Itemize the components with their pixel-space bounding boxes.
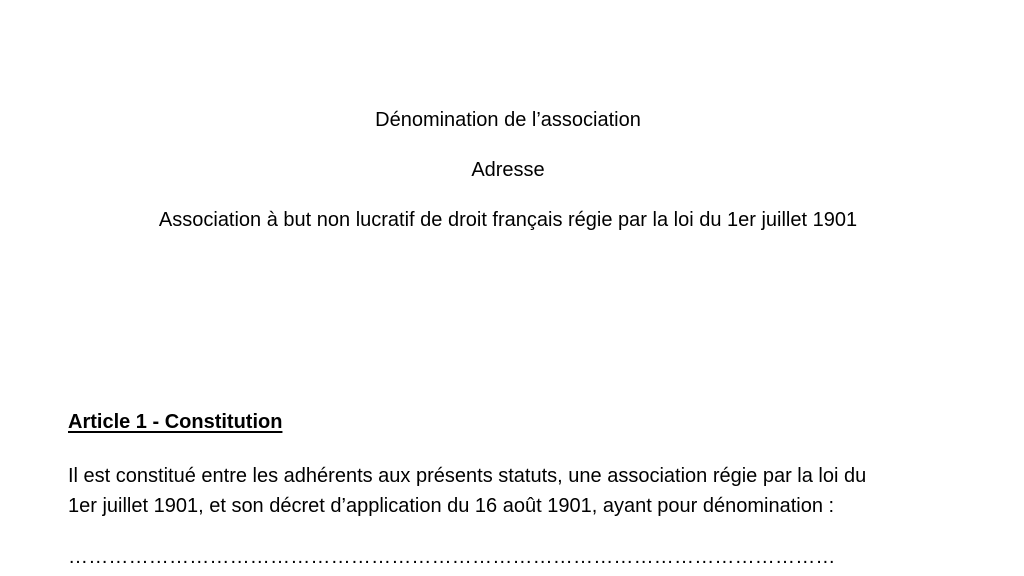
- article-1-title: Article 1 - Constitution: [68, 411, 283, 433]
- denomination-fill-line: ……………………………………………………………………………………………………: [68, 546, 836, 568]
- article-1-paragraph-line-2: 1er juillet 1901, et son décret d’application du 16 août 1901, ayant pour dénomination :: [68, 495, 835, 517]
- association-name-line: Dénomination de l’association: [375, 109, 641, 131]
- article-1-paragraph-line-1: Il est constitué entre les adhérents aux présents statuts, une association régie par la loi du: [68, 465, 867, 487]
- address-line: Adresse: [471, 159, 545, 181]
- legal-status-line: Association à but non lucratif de droit français régie par la loi du 1er juillet 1901: [158, 209, 858, 231]
